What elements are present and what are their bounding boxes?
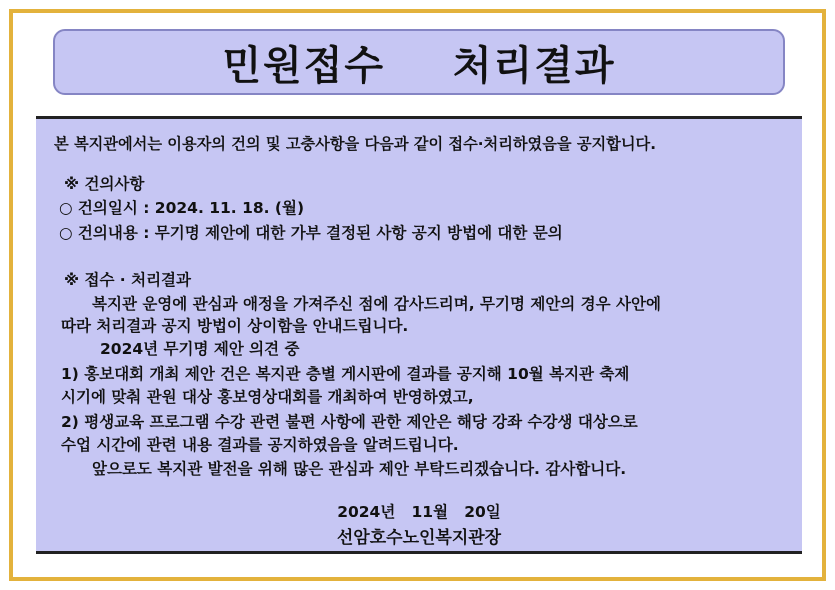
result-line: 1) 홍보대회 개최 제안 건은 복지관 층별 게시판에 결과를 공지해 10월 복지관 축제 [61, 365, 630, 383]
signature: 선암호수노인복지관장 [336, 528, 502, 548]
result-line: 수업 시간에 관련 내용 결과를 공지하였음을 알려드립니다. [61, 436, 459, 454]
result-line: 따라 처리결과 공지 방법이 상이함을 안내드립니다. [61, 317, 409, 335]
title-banner [53, 29, 785, 95]
result-heading: ※ 접수 · 처리결과 [64, 271, 191, 289]
notice-frame [9, 9, 826, 581]
notice-body [36, 116, 802, 554]
result-line: 시기에 맞춰 관원 대상 홍보영상대회를 개최하여 반영하였고, [61, 388, 474, 406]
intro-text: 본 복지관에서는 이용자의 건의 및 고충사항을 다음과 같이 접수·처리하였음을 공지합니다. [54, 135, 656, 153]
suggestion-heading: ※ 건의사항 [64, 175, 145, 193]
suggestion-content: ○ 건의내용 : 무기명 제안에 대한 가부 결정된 사항 공지 방법에 대한 문의 [59, 224, 563, 242]
suggestion-date: ○ 건의일시 : 2024. 11. 18. (월) [59, 199, 305, 217]
notice-title: 민원접수 처리결과 [222, 42, 616, 89]
result-line: 복지관 운영에 관심과 애정을 가져주신 점에 감사드리며, 무기명 제안의 경우 사안에 [92, 295, 661, 313]
result-line: 2024년 무기명 제안 의견 중 [100, 340, 300, 358]
notice-date: 2024년 11월 20일 [337, 503, 501, 521]
result-line: 2) 평생교육 프로그램 수강 관련 불편 사항에 관한 제안은 해당 강좌 수강생 대상으로 [61, 413, 638, 431]
result-line: 앞으로도 복지관 발전을 위해 많은 관심과 제안 부탁드리겠습니다. 감사합니다. [92, 460, 627, 478]
